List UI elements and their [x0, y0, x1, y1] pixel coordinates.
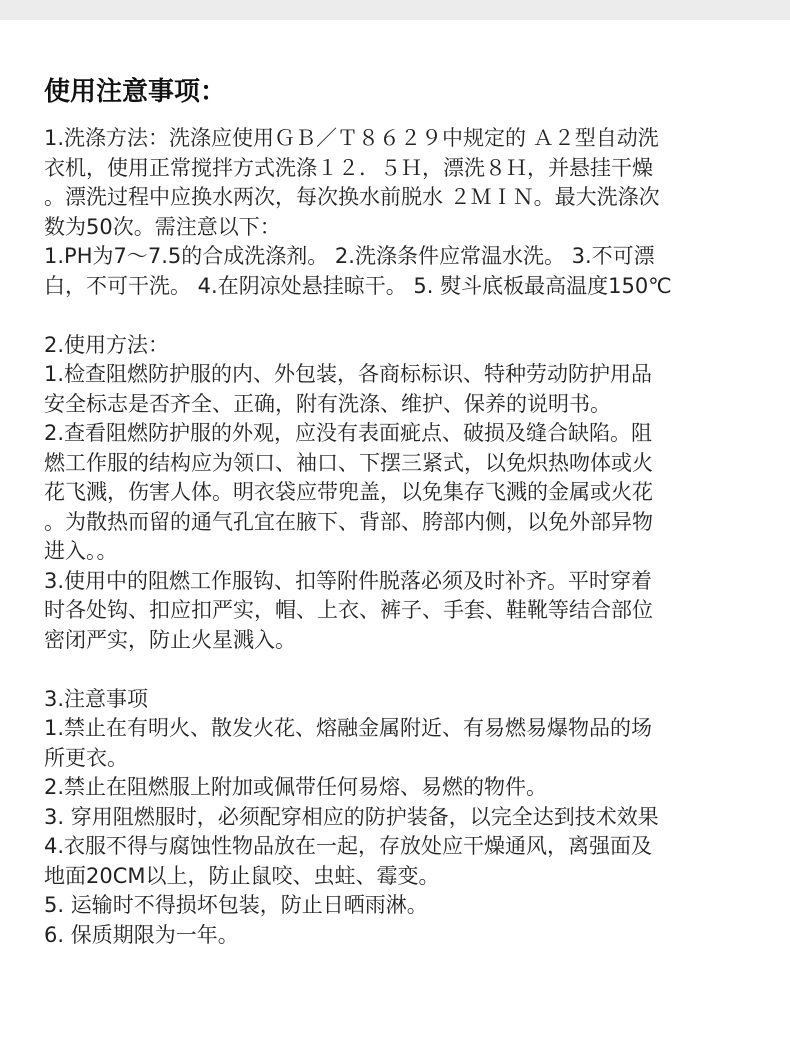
paragraph-line: 所更衣。 — [44, 745, 128, 770]
paragraph-line: 进入。。 — [44, 539, 118, 563]
section-washing — [44, 124, 756, 301]
document-body — [44, 124, 756, 950]
paragraph-line: 时各处钩、扣应扣严实，帽、上衣、裤子、手套、鞋靴等结合部位 — [44, 598, 653, 622]
paragraph-line: 地面20CM以上，防止鼠咬、虫蛀、霉变。 — [44, 863, 440, 888]
paragraph-line: 3.使用中的阻燃工作服钩、扣等附件脱落必须及时补齐。平时穿着 — [44, 568, 653, 593]
page-title: 使用注意事项： — [44, 77, 227, 107]
paragraph-line: 1.检查阻燃防护服的内、外包装，各商标标识、特种劳动防护用品 — [44, 362, 653, 386]
section-spacer — [44, 655, 756, 685]
paragraph-line: 。漂洗过程中应换水两次，每次换水前脱水 ２ＭＩＮ。最大洗涤次 — [44, 185, 660, 209]
paragraph-line: 4.衣服不得与腐蚀性物品放在一起，存放处应干燥通风，离强面及 — [44, 834, 653, 858]
paragraph-line: 燃工作服的结构应为领口、袖口、下摆三紧式，以免炽热吻体或火 — [44, 450, 653, 475]
section-heading: 2.使用方法： — [44, 332, 170, 357]
section-spacer — [44, 301, 756, 331]
paragraph-line: 1.PH为7～7.5的合成洗涤剂。 2.洗涤条件应常温水洗。 3.不可漂 — [44, 244, 655, 268]
section-heading: 3.注意事项 — [44, 686, 149, 711]
paragraph-line: 5. 运输时不得损坏包装，防止日晒雨淋。 — [44, 893, 428, 917]
paragraph-line: 数为50次。需注意以下： — [44, 214, 281, 239]
paragraph-line: 衣机，使用正常搅拌方式洗涤１２．５Ｈ，漂洗８Ｈ，并悬挂干燥 — [44, 155, 653, 180]
paragraph-line: 6. 保质期限为一年。 — [44, 922, 239, 947]
paragraph-line: 3. 穿用阻燃服时，必须配穿相应的防护装备，以完全达到技术效果 — [44, 804, 659, 829]
paragraph-line: 2.禁止在阻燃服上附加或佩带任何易熔、易燃的物件。 — [44, 775, 548, 799]
paragraph-line: 密闭严实，防止火星溅入。 — [44, 627, 296, 652]
section-usage — [44, 331, 756, 656]
paragraph-line: 白，不可干洗。 4.在阴凉处悬挂晾干。 5. 熨斗底板最高温度150℃ — [44, 273, 672, 298]
section-precautions — [44, 685, 756, 951]
paragraph-line: 安全标志是否齐全、正确，附有洗涤、维护、保养的说明书。 — [44, 391, 611, 416]
paragraph-line: 。为散热而留的通气孔宜在腋下、背部、胯部内侧，以免外部异物 — [44, 509, 653, 534]
paragraph-line: 1.洗涤方法：洗涤应使用ＧＢ／Ｔ８６２９中规定的 Ａ２型自动洗 — [44, 126, 659, 150]
paragraph-line: 花飞溅，伤害人体。明衣袋应带兜盖，以免集存飞溅的金属或火花 — [44, 480, 653, 504]
paragraph-line: 2.查看阻燃防护服的外观，应没有表面疵点、破损及缝合缺陷。阻 — [44, 421, 653, 445]
paragraph-line: 1.禁止在有明火、散发火花、熔融金属附近、有易燃易爆物品的场 — [44, 716, 653, 740]
